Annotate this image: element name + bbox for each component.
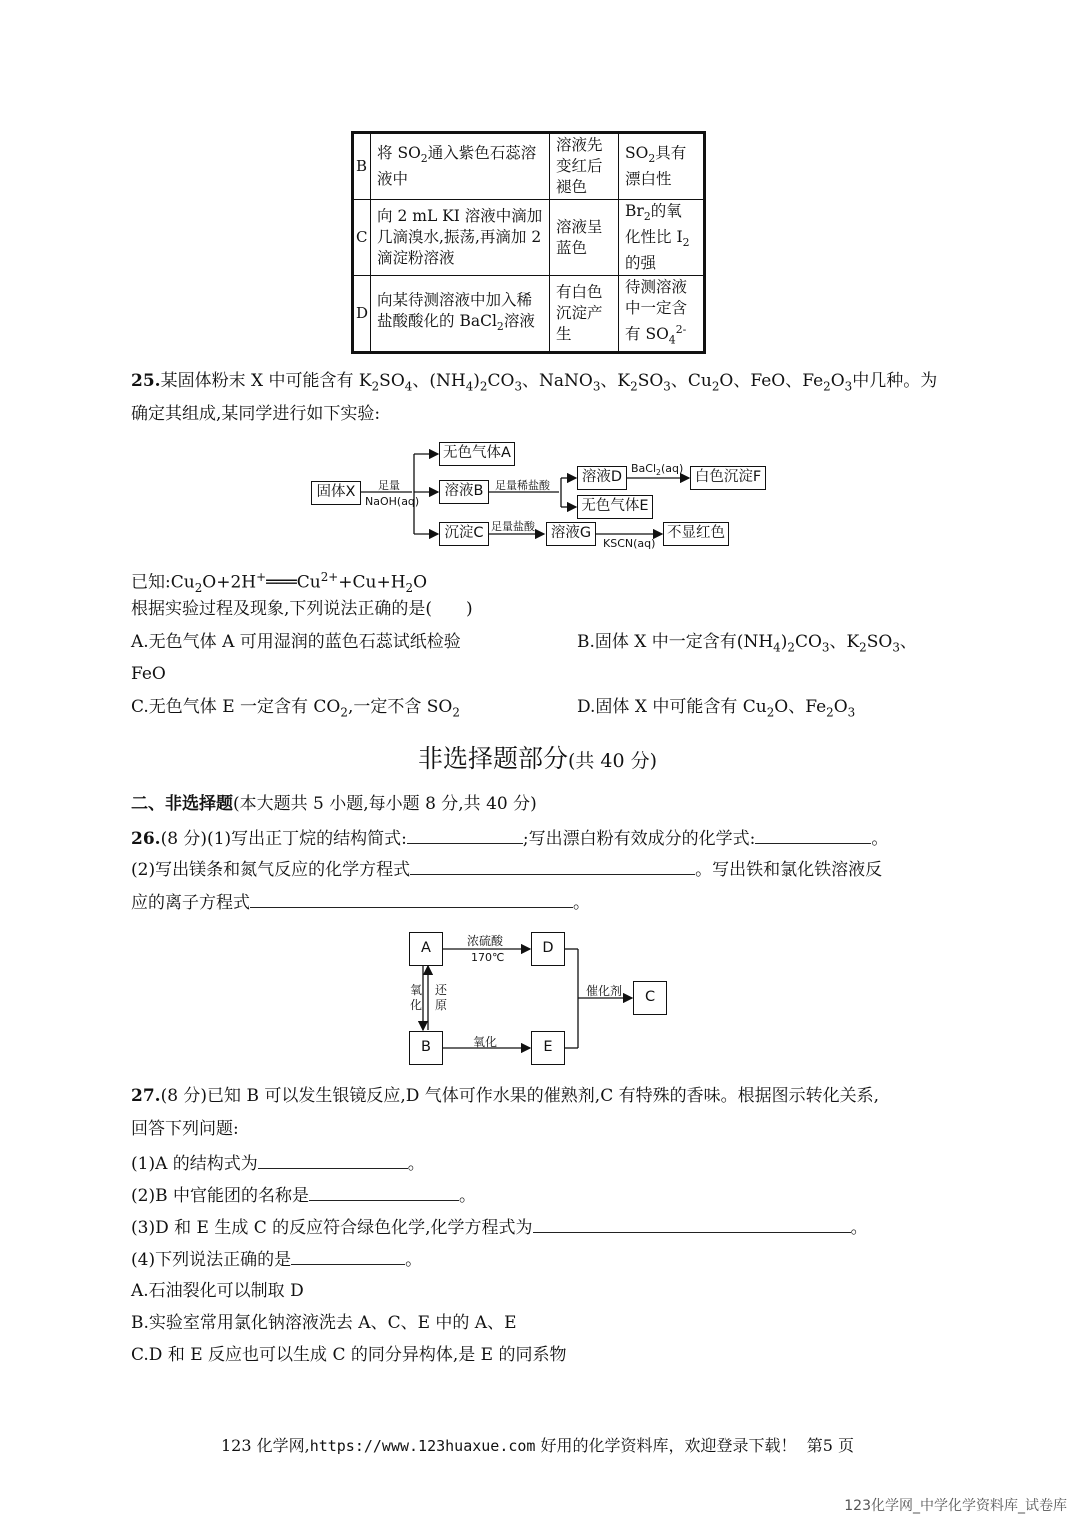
label-excess: 足量 <box>378 479 400 492</box>
label-ox-1: 氧 <box>410 983 423 997</box>
box-solid-x: 固体X <box>311 481 361 505</box>
section-title: 非选择题部分(共 40 分) <box>417 744 658 773</box>
conclusion-cell: $SO_2$具有漂白性 <box>619 133 705 200</box>
box-b: B <box>409 1031 443 1065</box>
q25-option-c: C.无色气体 E 一定含有 $CO_2$,一定不含 $SO_2$ <box>131 697 460 720</box>
watermark: 123化学网_中学化学资料库_试卷库 <box>844 1498 1067 1514</box>
label-naoh: NaOH(aq) <box>365 495 420 508</box>
q25-stem-line1: 25.某固体粉末 X 中可能含有 $K_2SO_4$、$(NH_4)_2CO_3$、NaNO$_3$、$K_2SO_3$、$Cu_2O$、FeO、$Fe_2O_3$中几种。为 <box>131 371 938 394</box>
label-catalyst: 催化剂 <box>586 984 623 998</box>
box-gas-e: 无色气体E <box>577 495 653 519</box>
page-number: 第5 页 <box>806 1436 855 1455</box>
box-solution-d: 溶液D <box>577 466 627 490</box>
q27-sub2: (2)B 中官能团的名称是 。 <box>131 1182 476 1208</box>
box-a: A <box>409 932 443 966</box>
site-url[interactable]: https://www.123huaxue.com <box>309 1437 536 1455</box>
page-footer: 123 化学网,https://www.123huaxue.com 好用的化学资料库，欢迎登录下载！ 第5 页 <box>220 1436 855 1455</box>
q25-known: 已知$:Cu_2O+2H^+═══Cu^{2+}+Cu+H_2O$ <box>131 570 428 596</box>
operation-cell: 向某待测溶液中加入稀盐酸酸化的 BaCl$_2$溶液 <box>371 276 550 353</box>
box-solution-g: 溶液G <box>546 522 596 546</box>
q27-sub1: (1)A 的结构式为 。 <box>131 1150 425 1176</box>
box-no-red: 不显红色 <box>663 522 729 546</box>
label-temperature: 170℃ <box>471 951 505 964</box>
q27-sub4: (4)下列说法正确的是 。 <box>131 1246 422 1272</box>
q25-question: 根据实验过程及现象,下列说法正确的是( ) <box>131 599 473 619</box>
box-c: C <box>633 981 667 1015</box>
operation-cell: 向 2 mL KI 溶液中滴加几滴溴水,振荡,再滴加 2 滴淀粉溶液 <box>371 200 550 276</box>
answer-blank[interactable] <box>258 1150 408 1169</box>
label-ox-2: 化 <box>410 998 423 1012</box>
operation-cell: 将 $SO_2$通入紫色石蕊溶液中 <box>371 133 550 200</box>
label-re-2: 原 <box>435 998 448 1012</box>
phenomenon-cell: 溶液呈蓝色 <box>550 200 619 276</box>
label-conc-h2so4: 浓硫酸 <box>467 934 504 948</box>
phenomenon-cell: 有白色沉淀产生 <box>550 276 619 353</box>
answer-blank[interactable] <box>533 1214 851 1233</box>
label-re-1: 还 <box>435 983 448 997</box>
q27-option-a: A.石油裂化可以制取 D <box>131 1281 304 1301</box>
q26-line1: 26.(8 分)(1)写出正丁烷的结构简式: ;写出漂白粉有效成分的化学式: 。 <box>131 825 888 851</box>
label-oxidation: 氧化 <box>473 1035 498 1049</box>
label-dilute-hcl: 足量稀盐酸 <box>495 479 550 492</box>
conclusion-cell: 待测溶液中一定含有 $SO_4^{2-}$ <box>619 276 705 353</box>
part2-header: 二、非选择题(本大题共 5 小题,每小题 8 分,共 40 分) <box>131 794 537 814</box>
q25-option-b: B.固体 X 中一定含有$(NH_4)_2CO_3$、$K_2SO_3$、 <box>577 632 917 655</box>
conclusion-cell: $Br_2$的氧化性比 $I_2$的强 <box>619 200 705 276</box>
q27-sub3: (3)D 和 E 生成 C 的反应符合绿色化学,化学方程式为 。 <box>131 1214 868 1240</box>
answer-blank[interactable] <box>309 1182 459 1201</box>
q27-option-b: B.实验室常用氯化钠溶液洗去 A、C、E 中的 A、E <box>131 1313 517 1333</box>
row-key: C <box>353 200 371 276</box>
row-key: D <box>353 276 371 353</box>
q25-stem-line2: 确定其组成,某同学进行如下实验: <box>131 404 381 424</box>
q25-option-a: A.无色气体 A 可用湿润的蓝色石蕊试纸检验 <box>131 632 461 652</box>
answer-blank[interactable] <box>291 1246 405 1265</box>
q27-line2: 回答下列问题: <box>131 1119 239 1139</box>
box-solution-b: 溶液B <box>439 480 489 504</box>
q25-option-d: D.固体 X 中可能含有 $Cu_2O$、$Fe_2O_3$ <box>577 697 856 720</box>
question-number: 25. <box>131 371 161 391</box>
phenomenon-cell: 溶液先变红后褪色 <box>550 133 619 200</box>
label-bacl2: BaCl$_2$(aq) <box>631 462 684 478</box>
q27-option-c: C.D 和 E 反应也可以生成 C 的同分异构体,是 E 的同系物 <box>131 1345 567 1365</box>
q27-line1: 27.(8 分)已知 B 可以发生银镜反应,D 气体可作水果的催熟剂,C 有特殊的香味。根据图示转化关系, <box>131 1086 880 1106</box>
box-white-precipitate-f: 白色沉淀F <box>690 466 766 490</box>
q26-line3: 应的离子方程式 。 <box>131 889 590 915</box>
row-key: B <box>353 133 371 200</box>
q26-line2: (2)写出镁条和氮气反应的化学方程式 。写出铁和氯化铁溶液反 <box>131 856 882 882</box>
label-hcl: 足量盐酸 <box>491 520 535 533</box>
box-e: E <box>531 1031 565 1065</box>
box-gas-a: 无色气体A <box>439 442 515 466</box>
box-precipitate-c: 沉淀C <box>439 522 489 546</box>
q25-option-b-cont: FeO <box>131 664 166 684</box>
box-d: D <box>531 932 565 966</box>
label-kscn: KSCN(aq) <box>603 537 656 550</box>
